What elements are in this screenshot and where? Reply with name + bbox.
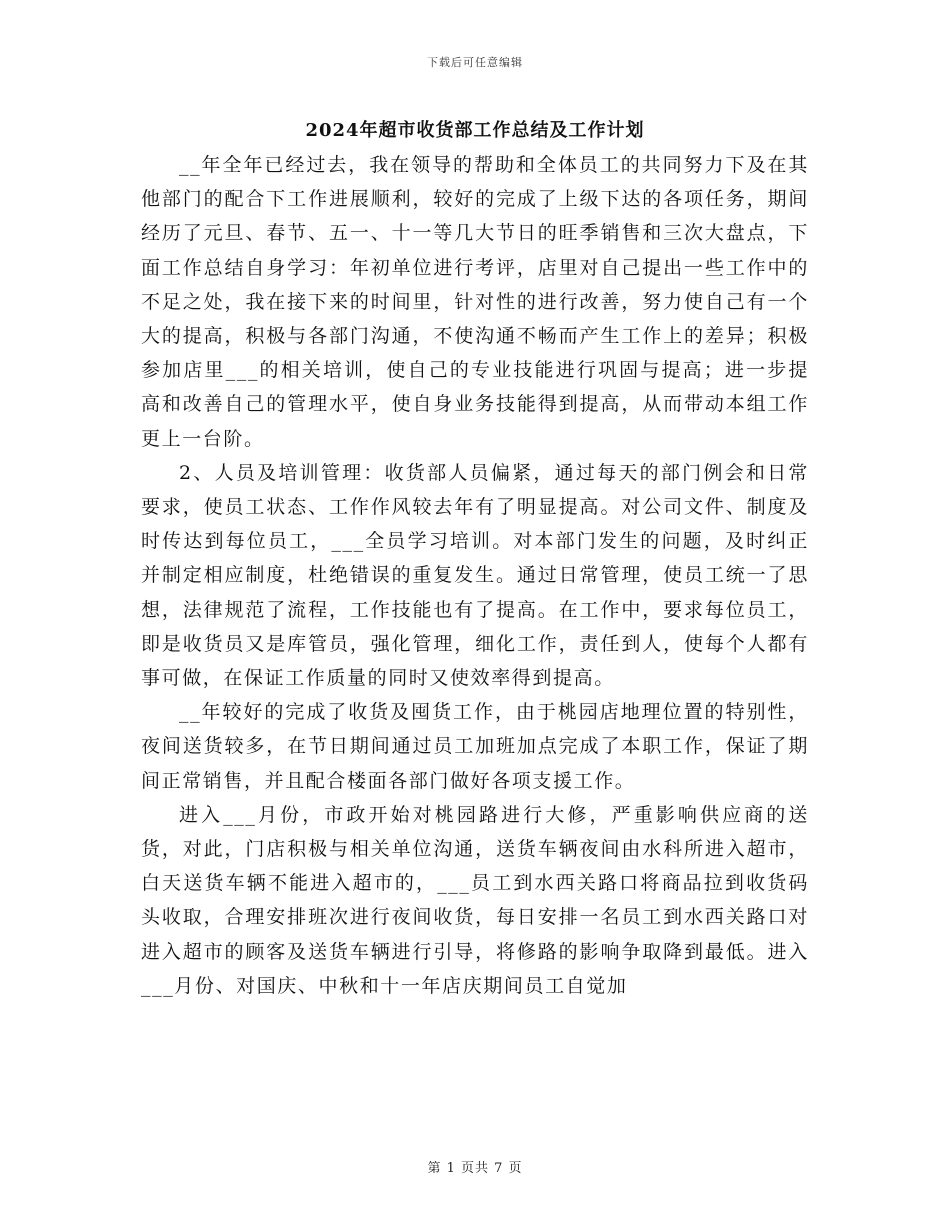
page-footer: 第 1 页共 7 页 — [427, 1161, 523, 1176]
header-note: 下载后可任意编辑 — [427, 56, 523, 69]
paragraph-3: __年较好的完成了收货及囤货工作，由于桃园店地理位置的特别性，夜间送货较多，在节日期间通过员工加班加点完成了本职工作，保证了期间正常销售，并且配合楼面各部门做好各项支援工作。 — [141, 701, 809, 792]
document-body — [141, 148, 809, 1003]
paragraph-1: __年全年已经过去，我在领导的帮助和全体员工的共同努力下及在其他部门的配合下工作进展顺利，较好的完成了上级下达的各项任务，期间经历了元旦、春节、五一、十一等几大节日的旺季销售和三次大盘点，下面工作总结自身学习：年初单位进行考评，店里对自己提出一些工作中的不足之处，我在接下来的时间里，针对性的进行改善，努力使自己有一个大的提高，积极与各部门沟通，不使沟通不畅而产生工作上的差异；积极参加店里___的相关培训，使自己的专业技能进行巩固与提高；进一步提高和改善自己的管理水平，使自身业务技能得到提高，从而带动本组工作更上一台阶。 — [141, 154, 809, 450]
paragraph-4: 进入___月份，市政开始对桃园路进行大修，严重影响供应商的送货，对此，门店积极与相关单位沟通，送货车辆夜间由水科所进入超市，白天送货车辆不能进入超市的，___员工到水西关路口将商品拉到收货码头收取，合理安排班次进行夜间收货，每日安排一名员工到水西关路口对进入超市的顾客及送货车辆进行引导，将修路的影响争取降到最低。进入___月份、对国庆、中秋和十一年店庆期间员工自觉加 — [141, 803, 809, 997]
paragraph-2: 2、人员及培训管理：收货部人员偏紧，通过每天的部门例会和日常要求，使员工状态、工作作风较去年有了明显提高。对公司文件、制度及时传达到每位员工，___全员学习培训。对本部门发生的问题，及时纠正并制定相应制度，杜绝错误的重复发生。通过日常管理，使员工统一了思想，法律规范了流程，工作技能也有了提高。在工作中，要求每位员工，即是收货员又是库管员，强化管理，细化工作，责任到人，使每个人都有事可做，在保证工作质量的同时又使效率得到提高。 — [141, 461, 809, 690]
document-title: 2024年超市收货部工作总结及工作计划 — [305, 120, 645, 141]
